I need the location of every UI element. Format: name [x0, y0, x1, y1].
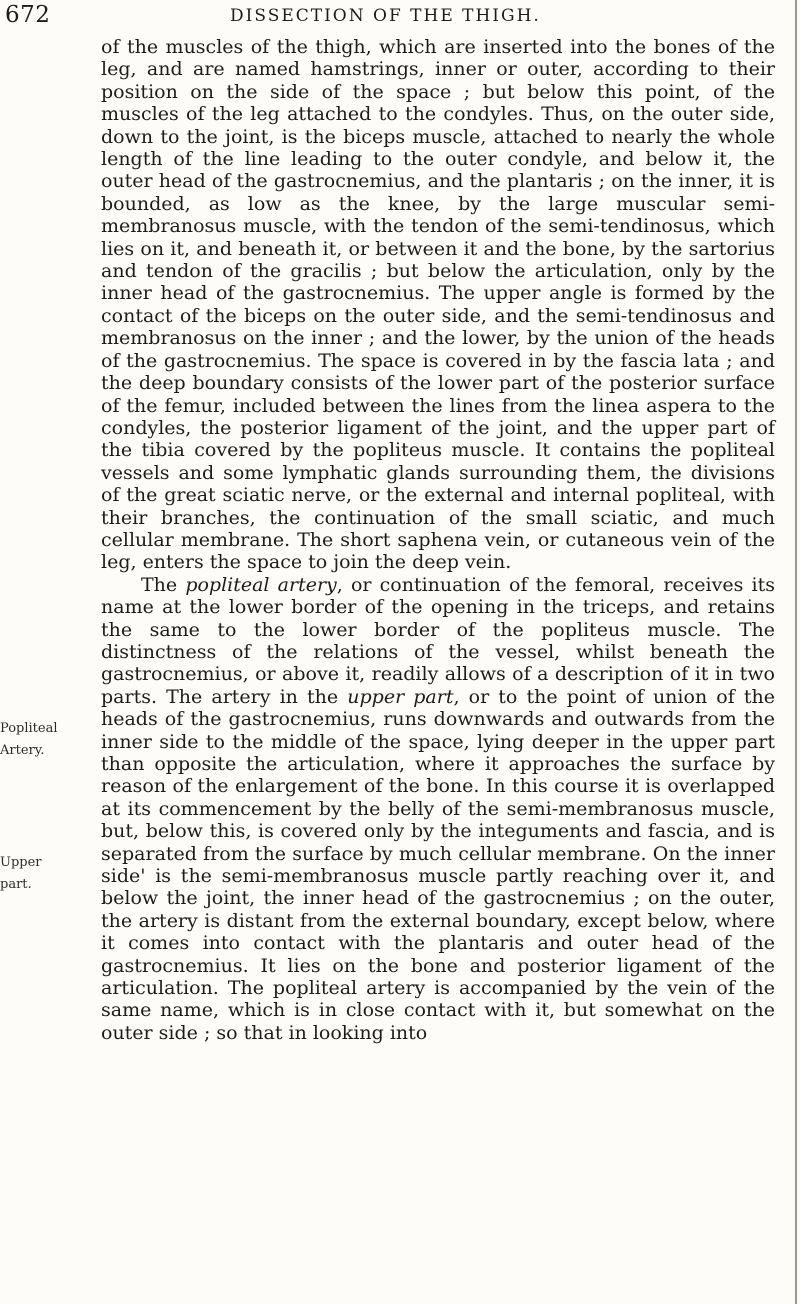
- paragraph-popliteal-artery: [101, 574, 775, 1045]
- margin-note-popliteal-artery: [0, 718, 96, 762]
- margin-note-line: Upper: [0, 855, 42, 870]
- emphasis-upper-part: upper part: [347, 685, 454, 708]
- paragraph-text: , or to the point of union of the heads of the gastrocnemius, runs downwards and outwards from the inner side to the middle of the space, lying deeper in the upper part than opposite the articulation, where it approaches the surface by reason of the enlargement of the bone. In this course it is overlapped at its commencement by the belly of the semi-membranosus muscle, but, below this, is covered only by the integuments and fascia, and is separated from the surface by much cellular membrane. On the inner side' is the semi-membranosus muscle partly reaching over it, and below the joint, the inner head of the gastrocnemius ; on the outer, the artery is distant from the external boundary, except below, where it comes into contact with the plantaris and outer head of the gastrocnemius. It lies on the bone and posterior ligament of the articulation. The popliteal artery is accompanied by the vein of the same name, which is in close contact with it, but somewhat on the outer side ; so that in looking into: [101, 685, 775, 1044]
- margin-note-line: Artery.: [0, 743, 45, 758]
- page-number: 672: [5, 2, 51, 28]
- paragraph-popliteal-space: of the muscles of the thigh, which are inserted into the bones of the leg, and are named hamstrings, inner or outer, according to their position on the side of the space ; but below this point, of the muscles of the leg attached to the condyles. Thus, on the outer side, down to the joint, is the biceps muscle, attached to nearly the whole length of the line leading to the outer condyle, and below it, the outer head of the gastrocnemius, and the plantaris ; on the inner, it is bounded, as low as the knee, by the large muscular semi-membranosus muscle, with the tendon of the semi-tendinosus, which lies on it, and beneath it, or between it and the bone, by the sartorius and tendon of the gracilis ; but below the articulation, only by the inner head of the gastrocnemius. The upper angle is formed by the contact of the biceps on the outer side, and the semi-tendinosus and membranosus on the inner ; and the lower, by the union of the heads of the gastrocnemius. The space is covered in by the fascia lata ; and the deep boundary consists of the lower part of the posterior surface of the femur, included between the lines from the linea aspera to the condyles, the posterior ligament of the joint, and the upper part of the tibia covered by the popliteus muscle. It contains the popliteal vessels and some lymphatic glands surrounding them, the divisions of the great sciatic nerve, or the external and internal popliteal, with their branches, the continuation of the small sciatic, and much cellular membrane. The short saphena vein, or cutaneous vein of the leg, enters the space to join the deep vein.: [101, 36, 775, 574]
- emphasis-popliteal-artery: popliteal artery: [185, 573, 337, 596]
- running-head-title: DISSECTION OF THE THIGH.: [230, 6, 541, 26]
- page-edge-line: [795, 0, 797, 1304]
- margin-note-line: Popliteal: [0, 721, 58, 736]
- paragraph-text: , or continuation of the femoral, receives its name at the lower border of the opening in the triceps, and retains the same to the lower border of the popliteus muscle. The distinctness of the relations of the vessel, whilst beneath the gastrocnemius, or above it, readily allows of a description of it in two parts. The artery in the: [101, 573, 775, 708]
- margin-note-line: part.: [0, 877, 32, 892]
- body-text: [101, 36, 775, 1044]
- running-head: [0, 2, 800, 36]
- margin-note-upper-part: [0, 852, 96, 896]
- paragraph-text: The: [141, 573, 186, 596]
